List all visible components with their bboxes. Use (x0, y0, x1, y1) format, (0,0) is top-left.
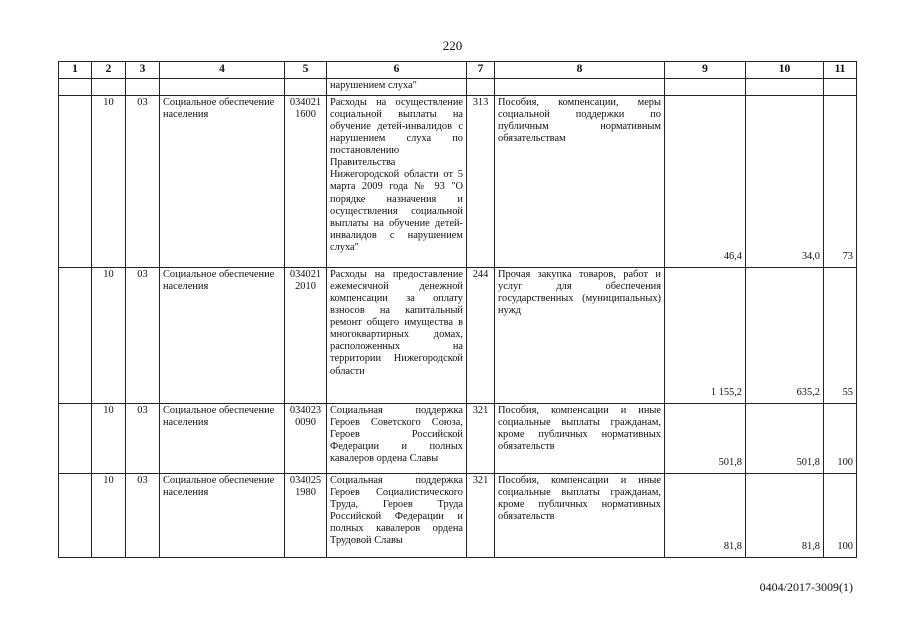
expense-type-code: 321 (467, 474, 495, 558)
table-row (59, 268, 857, 404)
section-code: 10 (92, 474, 126, 558)
expense-description: Социальная поддержка Героев Советского Союза, Героев Российской Федерации и полных кавалеров ордена Славы (327, 404, 467, 474)
subsection-code: 03 (126, 268, 160, 404)
actual-amount: 635,2 (746, 268, 824, 404)
table-cell (92, 79, 126, 96)
column-header: 7 (467, 62, 495, 79)
table-cell (495, 79, 665, 96)
table-cell (126, 79, 160, 96)
planned-amount: 81,8 (665, 474, 746, 558)
expense-type-code: 313 (467, 96, 495, 268)
subsection-code: 03 (126, 474, 160, 558)
section-name: Социальное обеспечение населения (160, 268, 285, 404)
percent-executed: 55 (824, 268, 857, 404)
expense-type-code: 244 (467, 268, 495, 404)
section-name: Социальное обеспечение населения (160, 404, 285, 474)
table-cell (59, 268, 92, 404)
percent-executed: 73 (824, 96, 857, 268)
column-header: 9 (665, 62, 746, 79)
column-header: 11 (824, 62, 857, 79)
budget-table (58, 61, 857, 558)
table-cell: нарушением слуха" (327, 79, 467, 96)
document-code: 0404/2017-3009(1) (759, 580, 853, 594)
planned-amount: 501,8 (665, 404, 746, 474)
planned-amount: 1 155,2 (665, 268, 746, 404)
table-cell (59, 96, 92, 268)
table-cell (746, 79, 824, 96)
column-header: 3 (126, 62, 160, 79)
column-header: 6 (327, 62, 467, 79)
actual-amount: 34,0 (746, 96, 824, 268)
table-cell (467, 79, 495, 96)
expense-type-name: Прочая закупка товаров, работ и услуг для обеспечения государственных (муниципальных) нужд (495, 268, 665, 404)
table-row (59, 474, 857, 558)
table-cell (59, 404, 92, 474)
table-cell (59, 79, 92, 96)
section-code: 10 (92, 404, 126, 474)
column-header: 5 (285, 62, 327, 79)
table-cell (160, 79, 285, 96)
expense-description: Расходы на осуществление социальной выплаты на обучение детей-инвалидов с нарушением слуха по постановлению Правительства Нижегородской области от 5 марта 2009 года № 93 "О порядке назначения и осуществления социальной выплаты на обучение детей-инвалидов с нарушением слуха" (327, 96, 467, 268)
target-article-code: 034021 1600 (285, 96, 327, 268)
section-code: 10 (92, 96, 126, 268)
expense-description: Социальная поддержка Героев Социалистического Труда, Героев Труда Российской Федерации и полных кавалеров ордена Трудовой Славы (327, 474, 467, 558)
subsection-code: 03 (126, 404, 160, 474)
subsection-code: 03 (126, 96, 160, 268)
expense-type-name: Пособия, компенсации, меры социальной поддержки по публичным нормативным обязательствам (495, 96, 665, 268)
percent-executed: 100 (824, 474, 857, 558)
column-header: 2 (92, 62, 126, 79)
percent-executed: 100 (824, 404, 857, 474)
expense-type-code: 321 (467, 404, 495, 474)
planned-amount: 46,4 (665, 96, 746, 268)
table-cell (665, 79, 746, 96)
section-code: 10 (92, 268, 126, 404)
table-cell (824, 79, 857, 96)
column-header: 8 (495, 62, 665, 79)
target-article-code: 034025 1980 (285, 474, 327, 558)
page-number: 220 (442, 38, 463, 53)
continuation-row (59, 79, 857, 96)
column-header: 1 (59, 62, 92, 79)
section-name: Социальное обеспечение населения (160, 474, 285, 558)
actual-amount: 81,8 (746, 474, 824, 558)
expense-description: Расходы на предоставление ежемесячной денежной компенсации за оплату взносов на капитальный ремонт общего имущества в многоквартирных домах, расположенных на территории Нижегородской области (327, 268, 467, 404)
column-header: 4 (160, 62, 285, 79)
target-article-code: 034021 2010 (285, 268, 327, 404)
table-row (59, 96, 857, 268)
table-cell (59, 474, 92, 558)
column-header: 10 (746, 62, 824, 79)
table-row (59, 404, 857, 474)
expense-type-name: Пособия, компенсации и иные социальные выплаты гражданам, кроме публичных нормативных обязательств (495, 474, 665, 558)
table-cell (285, 79, 327, 96)
column-header-row (59, 62, 857, 79)
section-name: Социальное обеспечение населения (160, 96, 285, 268)
actual-amount: 501,8 (746, 404, 824, 474)
target-article-code: 034023 0090 (285, 404, 327, 474)
expense-type-name: Пособия, компенсации и иные социальные выплаты гражданам, кроме публичных нормативных обязательств (495, 404, 665, 474)
